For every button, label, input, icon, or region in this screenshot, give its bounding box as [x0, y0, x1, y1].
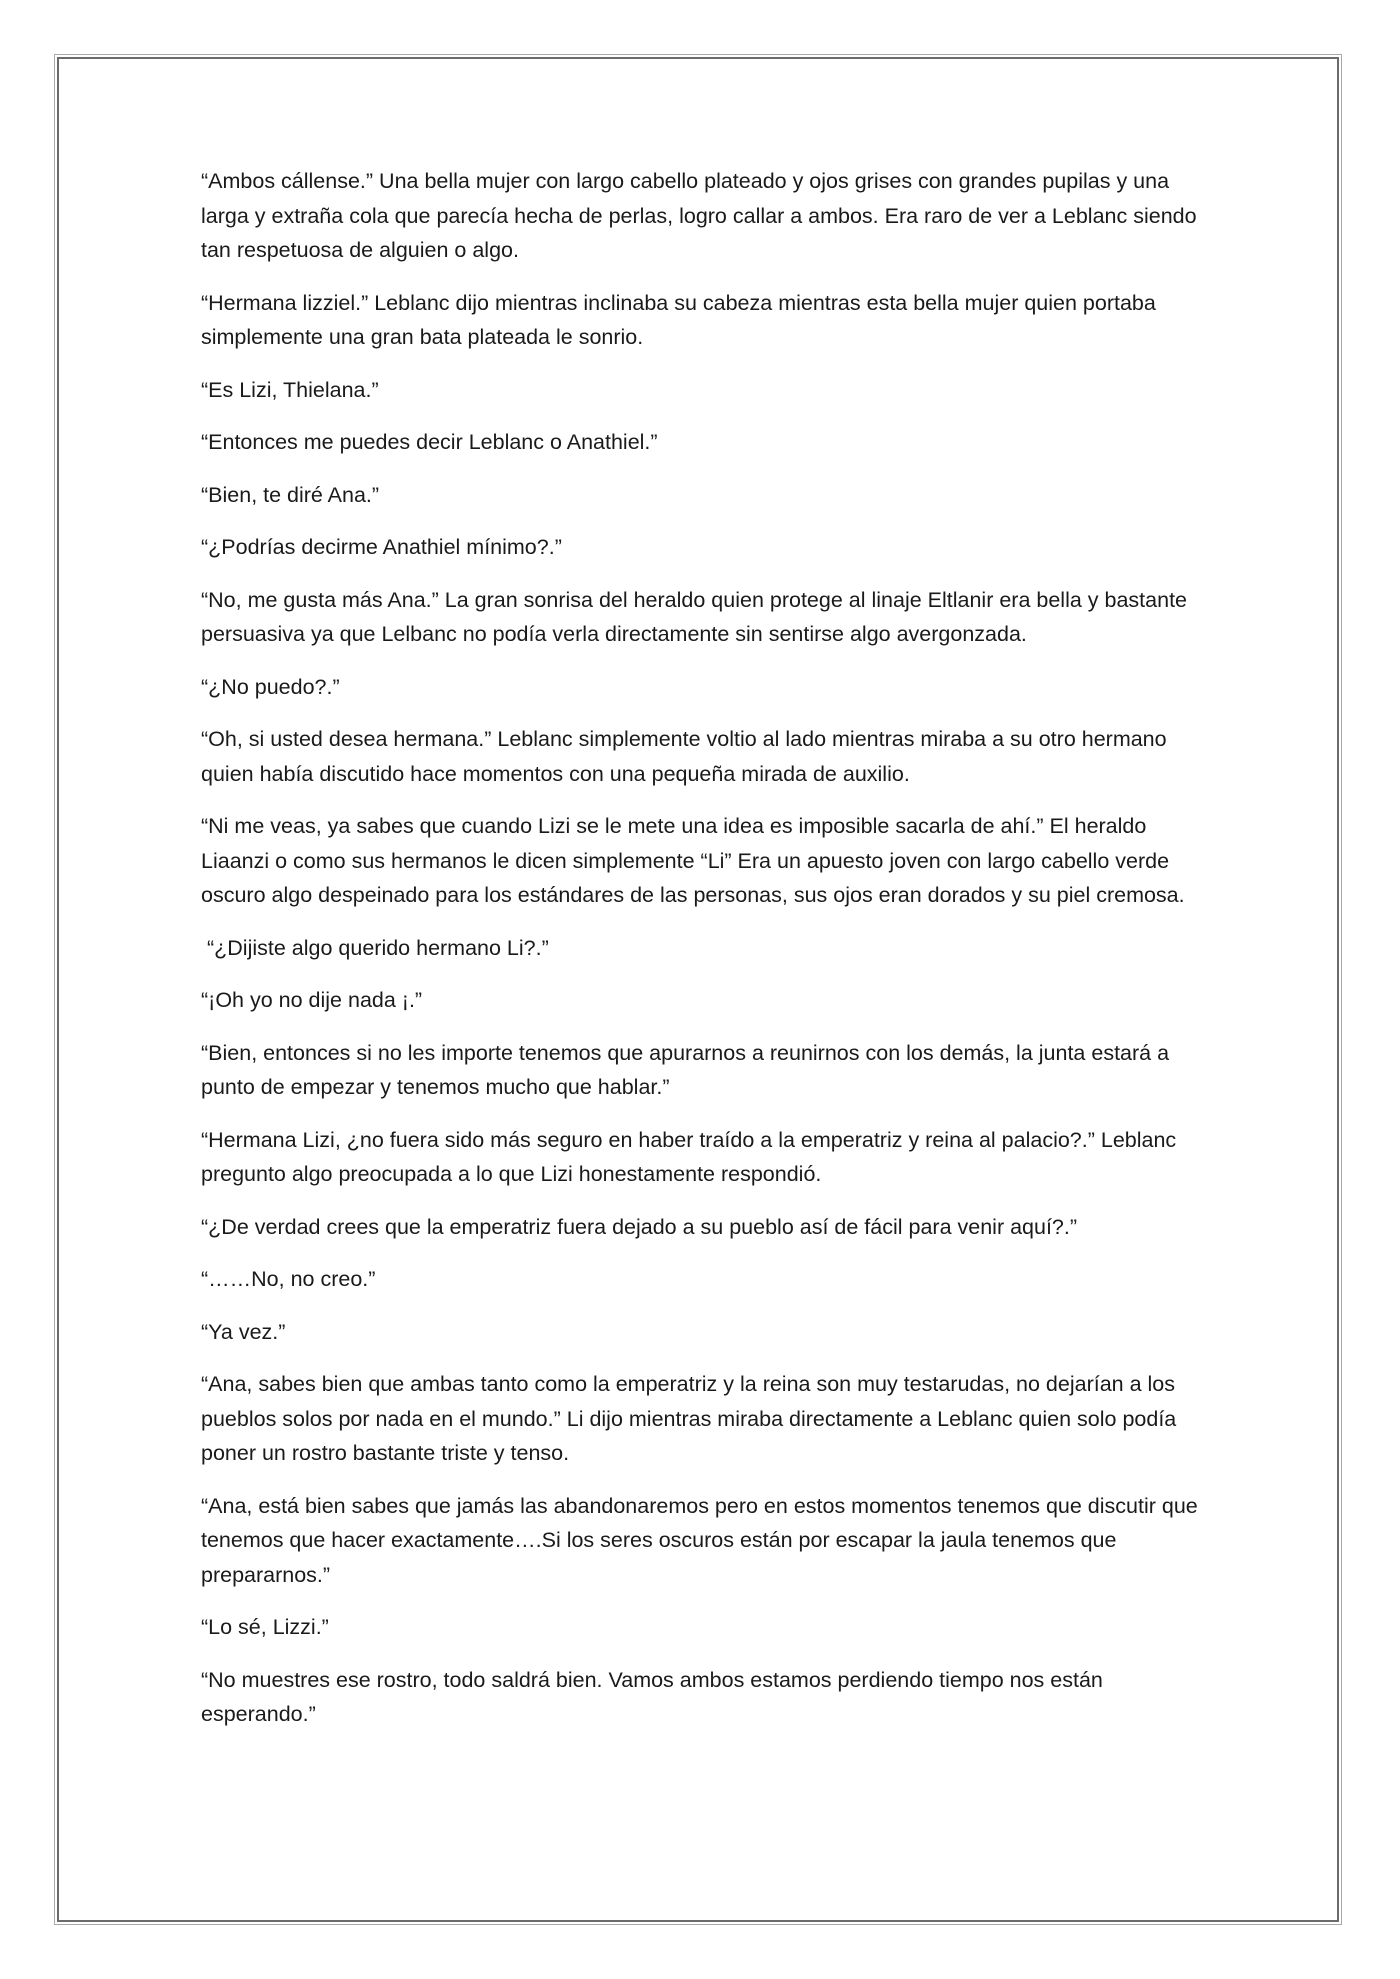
paragraph: “¿Dijiste algo querido hermano Li?.”: [201, 935, 549, 960]
paragraph: “No muestres ese rostro, todo saldrá bien. Vamos ambos estamos perdiendo tiempo nos están esperando.”: [201, 1667, 1103, 1726]
paragraph: “Oh, si usted desea hermana.” Leblanc simplemente voltio al lado mientras miraba a su otro hermano quien había discutido hace momentos con una pequeña mirada de auxilio.: [201, 727, 1167, 786]
paragraph: “Hermana Lizi, ¿no fuera sido más seguro en haber traído a la emperatriz y reina al palacio?.” Leblanc pregunto algo preocupada a lo que Lizi honestamente respondió.: [201, 1127, 1177, 1186]
paragraph: “Bien, entonces si no les importe tenemos que apurarnos a reunirnos con los demás, la junta estará a punto de empezar y tenemos mucho que hablar.”: [201, 1040, 1170, 1099]
paragraph: “Ni me veas, ya sabes que cuando Lizi se le mete una idea es imposible sacarla de ahí.” El heraldo Liaanzi o como sus hermanos le dicen simplemente “Li” Era un apuesto joven con largo cabello verde oscuro algo despeinado para los estándares de las personas, sus ojos eran dorados y su piel cremosa.: [201, 814, 1185, 907]
document-body: [201, 164, 1211, 1750]
paragraph: “Lo sé, Lizzi.”: [201, 1615, 329, 1639]
paragraph: “……No, no creo.”: [201, 1267, 376, 1291]
paragraph: “Ana, está bien sabes que jamás las abandonaremos pero en estos momentos tenemos que discutir que tenemos que hacer exactamente….Si los seres oscuros están por escapar la jaula tenemos que prepararnos.”: [201, 1493, 1198, 1587]
paragraph: “Ana, sabes bien que ambas tanto como la emperatriz y la reina son muy testarudas, no dejarían a los pueblos solos por nada en el mundo.” Li dijo mientras miraba directamente a Leblanc quien solo podía poner un rostro bastante triste y tenso.: [201, 1372, 1177, 1465]
paragraph: “¿De verdad crees que la emperatriz fuera dejado a su pueblo así de fácil para venir aquí?.”: [201, 1214, 1078, 1239]
paragraph: “¡Oh yo no dije nada ¡.”: [201, 988, 423, 1012]
paragraph: “Hermana lizziel.” Leblanc dijo mientras inclinaba su cabeza mientras esta bella mujer quien portaba simplemente una gran bata plateada le sonrio.: [201, 290, 1156, 349]
paragraph: “Es Lizi, Thielana.”: [201, 377, 379, 402]
paragraph: “¿No puedo?.”: [201, 674, 340, 699]
paragraph: “Ya vez.”: [201, 1319, 286, 1344]
paragraph: “Entonces me puedes decir Leblanc o Anathiel.”: [201, 430, 658, 454]
paragraph: “Bien, te diré Ana.”: [201, 482, 380, 507]
paragraph: “¿Podrías decirme Anathiel mínimo?.”: [201, 535, 562, 559]
paragraph: “Ambos cállense.” Una bella mujer con largo cabello plateado y ojos grises con grandes pupilas y una larga y extraña cola que parecía hecha de perlas, logro callar a ambos. Era raro de ver a Leblanc siendo tan respetuosa de alguien o algo.: [201, 169, 1197, 262]
paragraph: “No, me gusta más Ana.” La gran sonrisa del heraldo quien protege al linaje Eltlanir era bella y bastante persuasiva ya que Lelbanc no podía verla directamente sin sentirse algo avergonzada.: [201, 587, 1187, 646]
